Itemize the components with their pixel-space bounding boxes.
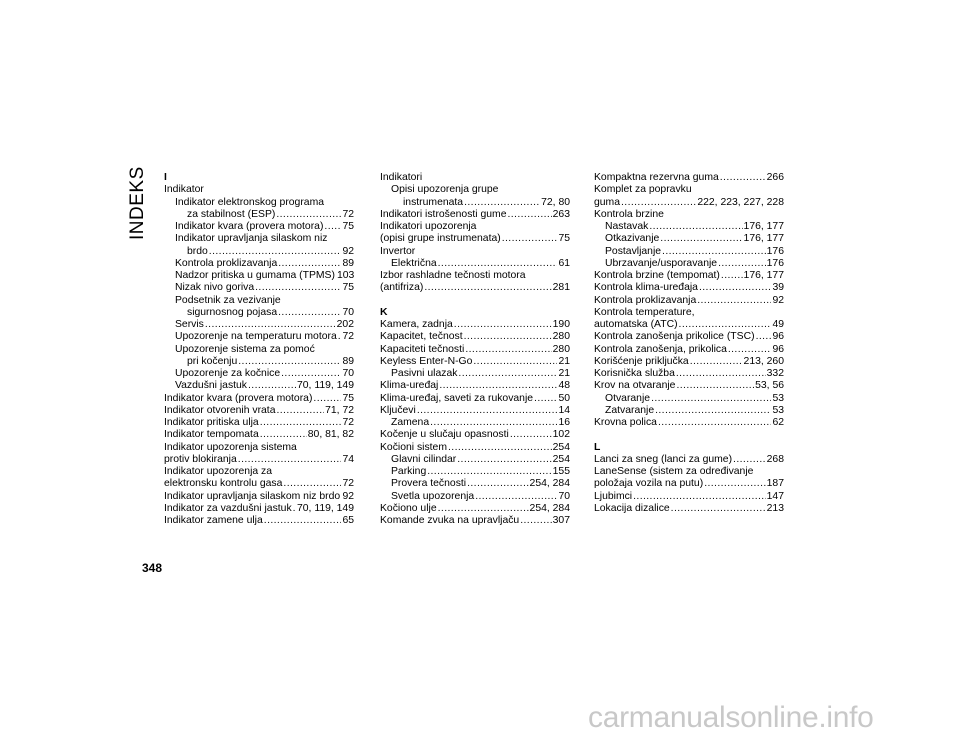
- dot-leader: [728, 344, 772, 356]
- index-entry: [594, 172, 784, 184]
- index-entry: [594, 417, 784, 429]
- index-entry-label: pri kočenju: [187, 355, 238, 367]
- index-entry: [164, 319, 354, 331]
- index-entry: [594, 258, 784, 270]
- index-entry: [164, 380, 354, 392]
- index-entry: [380, 454, 570, 466]
- index-entry-pages: 102: [552, 429, 570, 441]
- index-entry-pages: 72: [342, 478, 354, 490]
- index-entry-label: Zatvaranje: [605, 404, 655, 416]
- index-entry-pages: 213, 260: [743, 355, 784, 367]
- index-entry: [164, 429, 354, 441]
- index-entry: [380, 393, 570, 405]
- dot-leader: [662, 246, 766, 258]
- section-title-vertical: INDEKS: [127, 166, 148, 240]
- dot-leader: [255, 282, 341, 294]
- index-entry-label: Zamena: [391, 417, 430, 428]
- index-entry: [380, 331, 570, 343]
- index-entry-label: Kontrola zanošenja, prikolica: [594, 343, 727, 355]
- index-entry-label: Ubrzavanje/usporavanje: [605, 257, 718, 269]
- index-entry-pages: 280: [552, 331, 570, 343]
- index-entry: [594, 221, 784, 233]
- index-entry-pages: 49: [772, 319, 784, 330]
- dot-leader: [260, 429, 307, 441]
- index-entry-label: Kočioni sistem: [380, 441, 447, 453]
- index-entry-pages: 72, 80: [541, 196, 570, 208]
- dot-leader: [338, 331, 342, 343]
- index-entry-pages: 61: [558, 257, 570, 269]
- dot-leader: [427, 466, 551, 478]
- dot-leader: [697, 295, 771, 307]
- index-entry-pages: 75: [342, 392, 354, 404]
- index-entry-label: Kočiono ulje: [380, 502, 437, 514]
- index-entry-pages: 70, 119, 149: [296, 380, 354, 392]
- index-entry-label: Otvaranje: [605, 392, 651, 404]
- index-entry-pages: 70: [342, 368, 354, 379]
- index-entry: [164, 515, 354, 527]
- index-entry-label: Nastavak: [605, 221, 649, 232]
- dot-leader: [733, 454, 766, 466]
- index-entry-label: Vazdušni jastuk: [175, 380, 248, 392]
- index-entry-pages: 332: [766, 368, 784, 379]
- index-entry-label: Indikator zamene ulja: [164, 515, 263, 526]
- index-entry: [380, 380, 570, 392]
- index-entry: [164, 246, 354, 258]
- dot-leader: [457, 454, 551, 466]
- index-entry-pages: 65: [342, 515, 354, 526]
- watermark: carmanualsonline.info: [588, 701, 874, 734]
- dot-leader: [720, 172, 766, 184]
- index-entry: [164, 282, 354, 294]
- index-entry-label: položaja vozila na putu): [594, 478, 704, 490]
- index-column-1: [164, 172, 354, 527]
- index-column-3: [594, 172, 784, 515]
- index-entry: [380, 466, 570, 478]
- dot-leader: [660, 233, 742, 245]
- index-entry-label: Indikator tempomata: [164, 429, 259, 441]
- index-entry-pages: 213: [766, 502, 784, 514]
- index-entry-pages: 80, 81, 82: [307, 429, 354, 441]
- index-entry-label: Korišćenje priključka: [594, 355, 689, 367]
- dot-leader: [454, 319, 552, 331]
- index-heading: Izbor rashladne tečnosti motora: [380, 270, 526, 281]
- index-entry: [380, 197, 570, 209]
- index-entry-label: Nadzor pritiska u gumama (TPMS): [175, 270, 335, 281]
- index-entry-pages: 14: [558, 404, 570, 416]
- index-entry-pages: 176, 177: [743, 221, 784, 232]
- index-entry-pages: 176, 177: [743, 270, 784, 281]
- index-entry-pages: 75: [342, 282, 354, 294]
- index-entry-pages: 176: [766, 257, 784, 269]
- index-entry: [380, 319, 570, 331]
- index-entry: [380, 344, 570, 356]
- index-entry: [164, 368, 354, 380]
- index-heading: Indikatori: [380, 172, 423, 183]
- index-entry-pages: 92: [342, 490, 354, 502]
- index-entry: [594, 380, 784, 392]
- index-entry-label: Kontrola brzine (tempomat): [594, 270, 720, 281]
- index-entry-pages: 53, 56: [755, 380, 784, 392]
- index-entry-label: za stabilnost (ESP): [187, 208, 276, 220]
- index-heading: LaneSense (sistem za određivanje: [594, 466, 754, 477]
- index-column-2: [380, 172, 570, 527]
- dot-leader: [264, 515, 342, 527]
- index-entry-label: Indikator otvorenih vrata: [164, 404, 276, 416]
- index-entry: [380, 405, 570, 417]
- index-entry-pages: 103: [336, 270, 355, 281]
- index-entry-pages: 21: [558, 355, 570, 367]
- index-entry-label: Električna: [391, 257, 437, 269]
- index-entry-label: Postavljanje: [605, 245, 662, 257]
- index-entry: [594, 233, 784, 245]
- index-entry-label: Krovna polica: [594, 417, 657, 428]
- dot-leader: [651, 393, 771, 405]
- index-entry: [594, 319, 784, 331]
- index-entry: [164, 393, 354, 405]
- index-entry-pages: 48: [558, 380, 570, 392]
- index-entry-pages: 254, 284: [529, 478, 570, 490]
- index-entry-pages: 266: [766, 172, 784, 183]
- index-entry-label: Kompaktna rezervna guma: [594, 172, 719, 183]
- index-entry-label: Svetla upozorenja: [391, 490, 475, 502]
- index-entry: [594, 197, 784, 209]
- index-entry-label: Nizak nivo goriva: [175, 282, 255, 294]
- dot-leader: [465, 344, 551, 356]
- index-heading: Kontrola temperature,: [594, 306, 695, 318]
- index-entry-label: Glavni cilindar: [391, 453, 457, 465]
- index-entry-pages: 96: [772, 343, 784, 355]
- dot-leader: [464, 331, 552, 343]
- index-entry: [380, 417, 570, 429]
- dot-leader: [655, 405, 771, 417]
- index-entry-label: Indikator za vazdušni jastuk: [164, 502, 292, 514]
- index-entry: [594, 503, 784, 515]
- dot-leader: [438, 503, 529, 515]
- index-entry-pages: 62: [772, 417, 784, 428]
- index-entry-pages: 307: [552, 515, 570, 526]
- index-entry-label: Lanci za sneg (lanci za gume): [594, 453, 733, 465]
- index-entry-pages: 72: [342, 417, 354, 428]
- dot-leader: [621, 197, 696, 209]
- index-entry: [380, 233, 570, 245]
- index-entry-pages: 39: [772, 282, 784, 294]
- index-heading: Indikator upravljanja silaskom niz: [175, 233, 328, 245]
- index-entry-label: Ključevi: [380, 404, 416, 416]
- index-entry: [164, 503, 354, 515]
- index-entry: [594, 344, 784, 356]
- index-entry-pages: 202: [336, 319, 354, 330]
- dot-leader: [238, 356, 341, 368]
- index-entry-label: Upozorenje na temperaturu motora: [175, 331, 337, 343]
- page-number: 348: [142, 561, 163, 575]
- dot-leader: [718, 258, 766, 270]
- dot-leader: [464, 197, 540, 209]
- index-entry: [380, 209, 570, 221]
- dot-leader: [278, 307, 341, 319]
- index-entry-pages: 187: [766, 478, 784, 490]
- index-entry-label: Klima-uređaj: [380, 380, 439, 392]
- index-entry-label: Kontrola proklizavanja: [175, 257, 278, 269]
- dot-leader: [507, 209, 551, 221]
- index-entry: [380, 282, 570, 294]
- index-entry: [380, 258, 570, 270]
- dot-leader: [238, 454, 342, 466]
- index-entry-pages: 53: [772, 392, 784, 404]
- index-entry: [594, 454, 784, 466]
- index-entry-pages: 281: [552, 282, 570, 294]
- index-entry: [594, 368, 784, 380]
- index-entry-pages: 155: [552, 466, 570, 477]
- index-entry: [594, 270, 784, 282]
- index-entry: [380, 356, 570, 368]
- index-entry-pages: 254: [552, 441, 570, 453]
- index-entry-pages: 89: [342, 355, 354, 367]
- index-letter-heading: K: [380, 306, 388, 318]
- index-entry-pages: 21: [558, 368, 570, 379]
- index-heading: Indikatori upozorenja: [380, 221, 477, 232]
- index-entry: [594, 393, 784, 405]
- index-entry-pages: 92: [772, 294, 784, 306]
- index-entry-label: Kamera, zadnja: [380, 319, 453, 330]
- dot-leader: [658, 417, 771, 429]
- index-entry-pages: 71, 72: [325, 404, 354, 416]
- index-entry: [594, 295, 784, 307]
- index-entry-pages: 268: [766, 453, 784, 465]
- dot-leader: [276, 405, 324, 417]
- index-heading: Indikator upozorenja sistema: [164, 441, 297, 453]
- index-entry-label: Indikator pritiska ulja: [164, 417, 259, 428]
- index-entry-pages: 53: [772, 404, 784, 416]
- dot-leader: [534, 393, 557, 405]
- index-entry-label: Kontrola klima-uređaja: [594, 282, 698, 294]
- index-entry-label: protiv blokiranja: [164, 453, 237, 465]
- index-entry-label: elektronsku kontrolu gasa: [164, 478, 283, 490]
- dot-leader: [430, 417, 557, 429]
- index-entry-label: Indikatori istrošenosti gume: [380, 208, 507, 220]
- index-entry: [164, 258, 354, 270]
- index-entry-pages: 254, 284: [529, 502, 570, 514]
- dot-leader: [721, 270, 743, 282]
- dot-leader: [458, 368, 557, 380]
- index-entry-label: automatska (ATC): [594, 319, 678, 330]
- index-entry-label: Kontrola zanošenja prikolice (TSC): [594, 331, 755, 343]
- index-entry-pages: 96: [772, 331, 784, 343]
- index-letter-heading: L: [594, 441, 601, 453]
- dot-leader: [676, 368, 766, 380]
- index-entry: [380, 515, 570, 527]
- index-entry-label: Lokacija dizalice: [594, 502, 670, 514]
- dot-leader: [205, 319, 336, 331]
- section-spacer: [380, 295, 570, 307]
- dot-leader: [756, 331, 772, 343]
- index-entry-pages: 254: [552, 453, 570, 465]
- index-entry-pages: 16: [558, 417, 570, 428]
- dot-leader: [473, 356, 557, 368]
- index-entry-pages: 147: [766, 490, 784, 502]
- index-heading: Invertor: [380, 245, 416, 257]
- dot-leader: [520, 515, 551, 527]
- index-entry-label: Indikator upravljanja silaskom niz brdo: [164, 490, 341, 502]
- index-entry: [380, 491, 570, 503]
- index-entry-pages: 72: [342, 331, 354, 343]
- dot-leader: [438, 258, 558, 270]
- index-entry-label: Servis: [175, 319, 204, 330]
- dot-leader: [293, 503, 296, 515]
- index-entry-label: Kontrola proklizavanja: [594, 294, 697, 306]
- index-entry: [594, 405, 784, 417]
- index-entry: [380, 429, 570, 441]
- index-entry-pages: 74: [342, 453, 354, 465]
- dot-leader: [439, 380, 557, 392]
- dot-leader: [281, 368, 341, 380]
- index-entry-pages: 72: [342, 208, 354, 220]
- index-entry: [164, 209, 354, 221]
- dot-leader: [278, 258, 341, 270]
- index-entry: [380, 368, 570, 380]
- dot-leader: [671, 503, 766, 515]
- index-entry-label: Ljubimci: [594, 490, 633, 502]
- index-entry-pages: 280: [552, 343, 570, 355]
- index-entry: [594, 491, 784, 503]
- index-entry: [380, 442, 570, 454]
- dot-leader: [260, 417, 342, 429]
- index-entry-label: Klima-uređaj, saveti za rukovanje: [380, 392, 534, 404]
- index-entry: [164, 405, 354, 417]
- section-spacer: [594, 429, 784, 441]
- index-entry: [594, 478, 784, 490]
- index-entry-label: brdo: [187, 245, 208, 257]
- index-entry: [164, 331, 354, 343]
- index-heading: Indikator elektronskog programa: [175, 196, 325, 208]
- index-entry-label: guma: [594, 196, 620, 208]
- index-entry: [164, 307, 354, 319]
- index-entry-label: Parking: [391, 466, 427, 477]
- index-entry-pages: 70: [558, 490, 570, 502]
- index-heading: Upozorenje sistema za pomoć: [175, 343, 315, 355]
- dot-leader: [510, 429, 552, 441]
- index-entry-label: Pasivni ulazak: [391, 368, 458, 379]
- dot-leader: [699, 282, 771, 294]
- dot-leader: [448, 442, 552, 454]
- index-entry: [164, 417, 354, 429]
- index-entry-label: Korisnička služba: [594, 368, 675, 379]
- index-entry: [164, 270, 354, 282]
- index-entry: [380, 503, 570, 515]
- index-entry-label: Keyless Enter-N-Go: [380, 355, 473, 367]
- index-entry-label: (opisi grupe instrumenata): [380, 233, 501, 245]
- dot-leader: [276, 209, 341, 221]
- index-entry-label: sigurnosnog pojasa: [187, 306, 278, 318]
- dot-leader: [475, 491, 557, 503]
- index-heading: Komplet za popravku: [594, 184, 692, 196]
- index-entry-pages: 70, 119, 149: [296, 502, 354, 514]
- index-entry-pages: 222, 223, 227, 228: [697, 196, 784, 208]
- dot-leader: [502, 233, 558, 245]
- dot-leader: [679, 319, 772, 331]
- dot-leader: [417, 405, 558, 417]
- index-entry-pages: 92: [342, 245, 354, 257]
- dot-leader: [467, 478, 528, 490]
- index-entry-pages: 75: [558, 233, 570, 245]
- index-heading: Opisi upozorenja grupe: [391, 184, 499, 196]
- index-entry-label: instrumenata: [403, 196, 464, 208]
- index-heading: Indikator: [164, 184, 204, 196]
- index-entry-label: Indikator kvara (provera motora): [175, 221, 324, 232]
- index-letter-heading: I: [164, 172, 167, 183]
- dot-leader: [633, 491, 766, 503]
- index-entry: [594, 356, 784, 368]
- index-entry: [594, 282, 784, 294]
- index-entry: [594, 331, 784, 343]
- dot-leader: [283, 478, 341, 490]
- index-entry: [164, 491, 354, 503]
- dot-leader: [313, 393, 341, 405]
- dot-leader: [676, 380, 754, 392]
- index-heading: Kontrola brzine: [594, 208, 664, 220]
- dot-leader: [424, 282, 551, 294]
- dot-leader: [209, 246, 342, 258]
- index-entry-pages: 263: [552, 208, 570, 220]
- index-heading: Indikator upozorenja za: [164, 466, 273, 477]
- index-entry: [164, 221, 354, 233]
- index-entry: [164, 478, 354, 490]
- dot-leader: [649, 221, 742, 233]
- index-entry-label: Krov na otvaranje: [594, 380, 676, 392]
- dot-leader: [248, 380, 296, 392]
- index-entry-label: (antifriza): [380, 282, 424, 294]
- index-entry: [594, 246, 784, 258]
- index-entry-pages: 89: [342, 257, 354, 269]
- index-entry-label: Indikator kvara (provera motora): [164, 392, 313, 404]
- index-entry-pages: 75: [342, 221, 354, 232]
- dot-leader: [690, 356, 743, 368]
- index-entry-label: Otkazivanje: [605, 233, 660, 245]
- dot-leader: [324, 221, 341, 233]
- index-entry-label: Provera tečnosti: [391, 478, 467, 490]
- dot-leader: [704, 478, 765, 490]
- index-heading: Podsetnik za vezivanje: [175, 294, 281, 306]
- index-entry-pages: 70: [342, 306, 354, 318]
- index-entry-pages: 176, 177: [743, 233, 784, 245]
- index-entry-pages: 176: [766, 245, 784, 257]
- index-entry-label: Kapaciteti tečnosti: [380, 343, 465, 355]
- index-entry-label: Komande zvuka na upravljaču: [380, 515, 520, 526]
- index-entry: [380, 478, 570, 490]
- index-entry-label: Kočenje u slučaju opasnosti: [380, 429, 509, 441]
- index-entry-pages: 50: [558, 392, 570, 404]
- index-entry: [164, 356, 354, 368]
- index-entry-label: Kapacitet, tečnost: [380, 331, 463, 343]
- index-entry-label: Upozorenje za kočnice: [175, 368, 281, 379]
- index-entry: [164, 454, 354, 466]
- index-entry-pages: 190: [552, 319, 570, 330]
